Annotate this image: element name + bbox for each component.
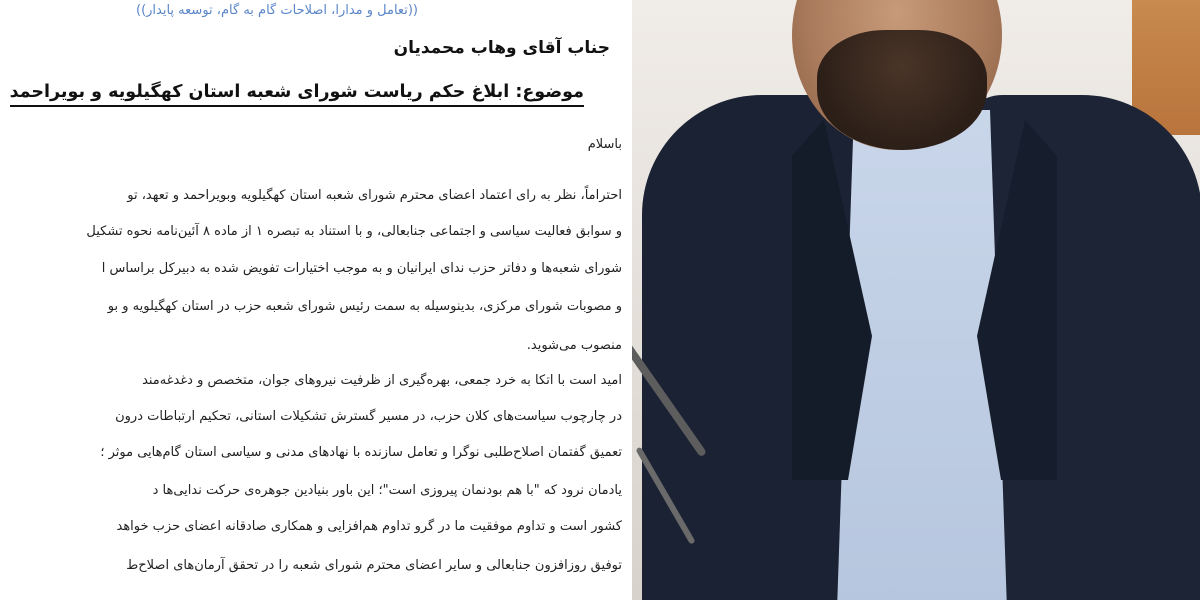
- letter-body-line: در چارچوب سیاست‌های کلان حزب، در مسیر گسترش تشکیلات استانی، تحکیم ارتباطات درون: [115, 409, 622, 424]
- portrait-photo: [632, 0, 1200, 600]
- letter-body-line: تعمیق گفتمان اصلاح‌طلبی نوگرا و تعامل سازنده با نهادهای مدنی و سیاسی استان گام‌هایی موثر ؛: [100, 445, 622, 460]
- letter-body-line: یادمان نرود که "با هم بودنمان پیروزی است"؛ این باور بنیادین جوهره‌ی حرکت ندایی‌ها د: [152, 483, 622, 498]
- letter-body-line: امید است با اتکا به خرد جمعی، بهره‌گیری از ظرفیت نیروهای جوان، متخصص و دغدغه‌مند: [142, 373, 622, 388]
- letter-subject: موضوع: ابلاغ حکم ریاست شورای شعبه استان کهگیلویه و بویراحمد: [10, 82, 584, 107]
- letter-body-line: و سوابق فعالیت سیاسی و اجتماعی جنابعالی، و با استناد به تبصره ۱ از ماده ۸ آئین‌نامه نحوه تشکیل: [86, 224, 622, 239]
- letter-body-line: منصوب می‌شوید.: [526, 338, 622, 353]
- letter-body-line: شورای شعبه‌ها و دفاتر حزب ندای ایرانیان و به موجب اختیارات تفویض شده به دبیرکل براساس ا: [101, 261, 622, 276]
- letter-body-line: احتراماً، نظر به رای اعتماد اعضای محترم شورای شعبه استان کهگیلویه وبویراحمد و تعهد، تو: [127, 188, 622, 203]
- beard: [817, 30, 987, 150]
- letter-recipient: جناب آقای وهاب محمدیان: [393, 38, 610, 58]
- letter-greeting: باسلام: [587, 137, 622, 152]
- letter-body-line: و مصوبات شورای مرکزی، بدینوسیله به سمت رئیس شورای شعبه حزب در استان کهگیلویه و بو: [107, 299, 622, 314]
- letter-body-line: توفیق روزافزون جنابعالی و سایر اعضای محترم شورای شعبه را در تحقق آرمان‌های اصلاح‌ط: [126, 558, 622, 573]
- letter-body-line: کشور است و تداوم موفقیت ما در گرو تداوم هم‌افزایی و همکاری صادقانه اعضای حزب خواهد: [116, 519, 622, 534]
- letter-slogan: ((تعامل و مدارا، اصلاحات گام به گام، توسعه پایدار)): [136, 3, 418, 18]
